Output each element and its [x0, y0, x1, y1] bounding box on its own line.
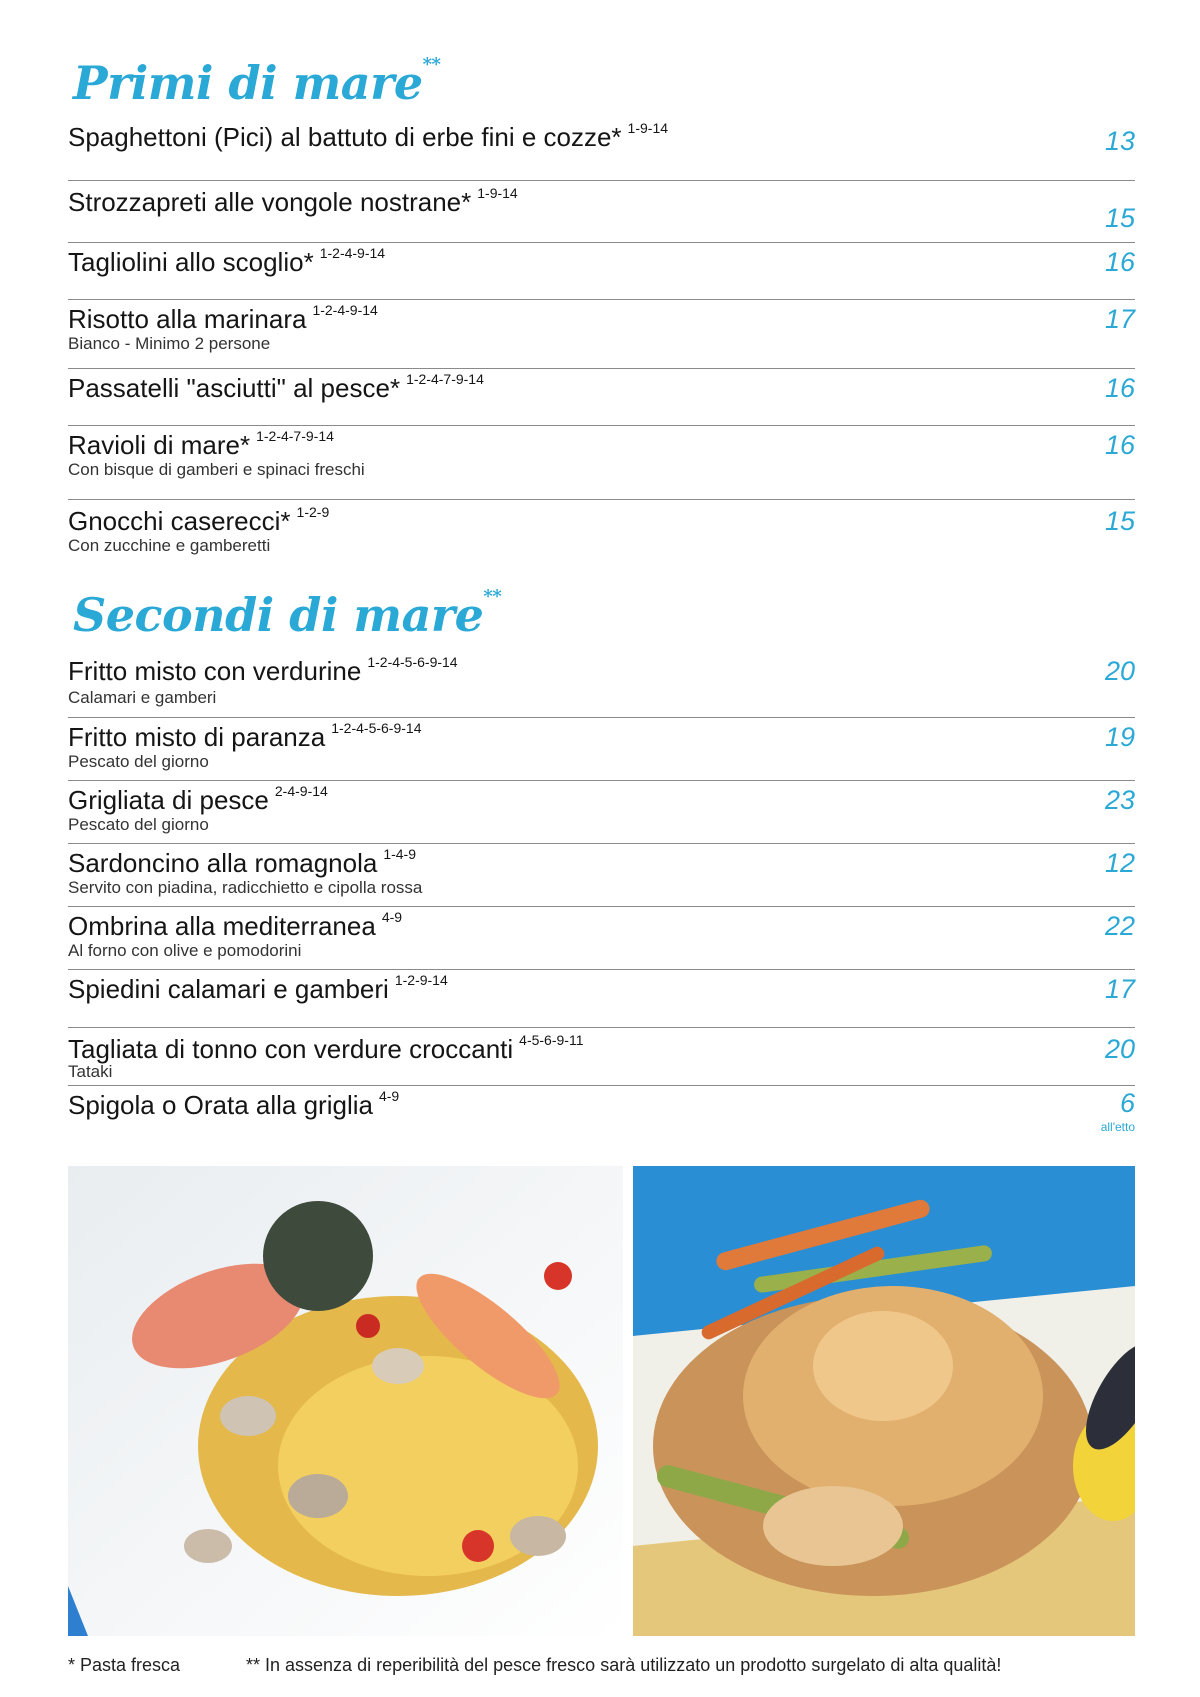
item-name: Tagliata di tonno con verdure croccanti $^{4-5-6-9-11}$ [68, 1032, 584, 1064]
item-allergens: 1-2-9 [296, 504, 330, 520]
fried-seafood-photo [633, 1166, 1135, 1636]
item-allergens: 1-2-9-14 [394, 972, 448, 988]
item-price: 16 [1104, 430, 1135, 460]
menu-page [68, 0, 1135, 1697]
footnote-surgelato: ** In assenza di reperibilità del pesce fresco sarà utilizzato un prodotto surgelato di alta qualità! [246, 1655, 1002, 1675]
item-name: Ravioli di mare* $^{1-2-4-7-9-14}$ [68, 428, 334, 460]
item-description: Con zucchine e gamberetti [68, 536, 271, 555]
primi-title-text: Primi di mare [73, 56, 423, 110]
item-name: Sardoncino alla romagnola $^{1-4-9}$ [68, 846, 416, 878]
seafood-pasta-photo [68, 1166, 623, 1636]
item-price: 16 [1104, 247, 1135, 277]
item-allergens: 1-2-4-9-14 [319, 245, 386, 261]
item-name: Risotto alla marinara $^{1-2-4-9-14}$ [68, 302, 378, 334]
menu-item [68, 118, 1135, 181]
menu-item [68, 426, 1135, 500]
item-name: Passatelli "asciutti" al pesce* $^{1-2-4-7-9-14}$ [68, 371, 484, 403]
item-description: Tataki [68, 1062, 113, 1081]
item-description: Calamari e gamberi [68, 688, 217, 707]
price-note: all'etto [1100, 1120, 1135, 1134]
item-price: 20 [1104, 1034, 1135, 1064]
item-price: 17 [1104, 974, 1135, 1004]
primi-title-mark: ** [422, 54, 441, 75]
menu-item [68, 844, 1135, 907]
item-price: 20 [1104, 656, 1135, 686]
item-allergens: 1-2-4-9-14 [312, 302, 378, 318]
menu-item [68, 1086, 1135, 1142]
item-allergens: 2-4-9-14 [274, 783, 328, 799]
item-name: Tagliolini allo scoglio* $^{1-2-4-9-14}$ [68, 245, 386, 277]
item-allergens: 1-4-9 [383, 846, 416, 862]
item-name: Ombrina alla mediterranea $^{4-9}$ [68, 909, 403, 941]
item-allergens: 4-9 [378, 1088, 400, 1104]
menu-item [68, 181, 1135, 243]
menu-item [68, 300, 1135, 369]
menu-item [68, 652, 1135, 718]
item-allergens: 1-2-4-7-9-14 [406, 371, 484, 387]
item-allergens: 1-2-4-5-6-9-14 [367, 654, 458, 670]
item-allergens: 1-2-4-7-9-14 [256, 428, 334, 444]
secondi-title-mark: ** [483, 586, 502, 607]
item-name: Fritto misto di paranza $^{1-2-4-5-6-9-14}$ [68, 720, 422, 752]
menu-item [68, 369, 1135, 426]
item-name: Spigola o Orata alla griglia $^{4-9}$ [68, 1088, 400, 1120]
item-name: Strozzapreti alle vongole nostrane* $^{1-9-14}$ [68, 185, 518, 217]
item-allergens: 1-9-14 [477, 185, 518, 201]
primi-list [68, 118, 1135, 566]
footnote-pasta-fresca: * Pasta fresca [68, 1655, 181, 1675]
item-name: Gnocchi caserecci* $^{1-2-9}$ [68, 504, 330, 536]
item-name: Fritto misto con verdurine $^{1-2-4-5-6-9-14}$ [68, 654, 458, 686]
menu-item [68, 781, 1135, 844]
menu-item [68, 907, 1135, 970]
item-name: Grigliata di pesce $^{2-4-9-14}$ [68, 783, 328, 815]
item-name: Spaghettoni (Pici) al battuto di erbe fini e cozze* $^{1-9-14}$ [68, 120, 669, 152]
item-description: Al forno con olive e pomodorini [68, 941, 302, 960]
secondi-list [68, 652, 1135, 1142]
secondi-title [73, 586, 502, 642]
item-price: 15 [1104, 203, 1135, 233]
item-allergens: 4-5-6-9-11 [519, 1032, 584, 1048]
item-description: Pescato del giorno [68, 752, 209, 771]
item-price: 12 [1104, 848, 1135, 878]
item-description: Pescato del giorno [68, 815, 209, 834]
item-price: 17 [1104, 304, 1135, 334]
item-allergens: 1-9-14 [627, 120, 669, 136]
menu-item [68, 970, 1135, 1028]
menu-item [68, 243, 1135, 300]
primi-title [73, 54, 441, 110]
menu-item [68, 718, 1135, 781]
item-allergens: 4-9 [381, 909, 403, 925]
item-description: Servito con piadina, radicchietto e cipolla rossa [68, 878, 423, 897]
item-description: Con bisque di gamberi e spinaci freschi [68, 460, 365, 479]
menu-item [68, 1028, 1135, 1086]
item-name: Spiedini calamari e gamberi $^{1-2-9-14}$ [68, 972, 448, 1004]
item-price: 23 [1104, 785, 1135, 815]
item-price: 19 [1104, 722, 1135, 752]
item-allergens: 1-2-4-5-6-9-14 [331, 720, 422, 736]
item-price: 22 [1104, 911, 1135, 941]
item-price: 6 [1119, 1088, 1135, 1118]
item-price: 13 [1104, 126, 1135, 156]
menu-item [68, 500, 1135, 566]
item-description: Bianco - Minimo 2 persone [68, 334, 271, 353]
item-price: 15 [1104, 506, 1135, 536]
secondi-title-text: Secondi di mare [73, 588, 484, 642]
item-price: 16 [1104, 373, 1135, 403]
